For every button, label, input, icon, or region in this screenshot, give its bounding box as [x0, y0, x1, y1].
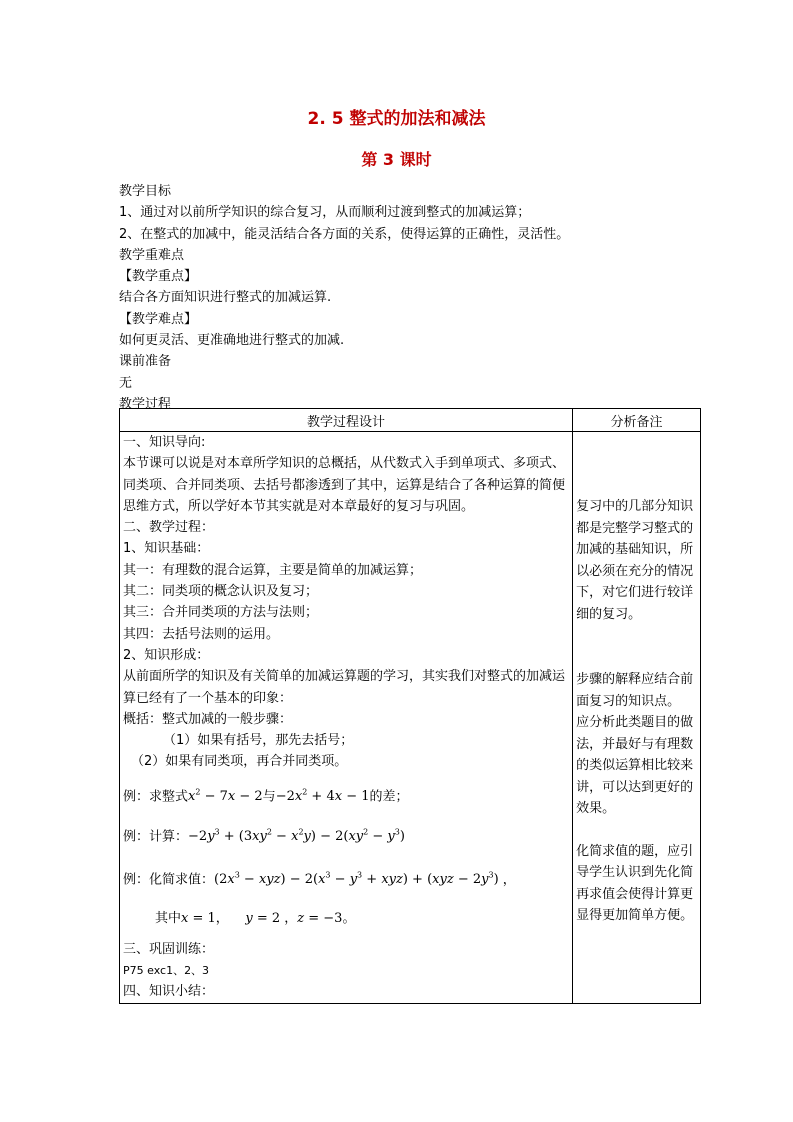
example-2-label: 例：计算：: [123, 829, 189, 845]
section-2-heading: 二、教学过程：: [123, 520, 215, 536]
example-2-expr: $-2y^3 + (3xy^2 - x^2y) - 2(xy^2 - y^3)$: [188, 827, 405, 845]
header-note: 分析备注: [573, 409, 701, 432]
example-3-expr: $(2x^3 - xyz) - 2(x^3 - y^3 + xyz) + (xyz - 2y^3)$: [214, 870, 499, 888]
formation-text: 从前面所学的知识及有关简单的加减运算题的学习，其实我们对整式的加减运算已经有了一个基本的印象：: [123, 669, 566, 706]
example-1-expr-a: $x^2 - 7x - 2$: [188, 787, 263, 805]
step-2: （2）如果有同类项，再合并同类项。: [131, 754, 348, 770]
process-design-cell: [120, 432, 573, 1004]
note-4: 化简求值的题，应引导学生认识到先化简再求值会使得计算更显得更加简单方便。: [576, 843, 694, 923]
section-2-2-heading: 2、知识形成：: [123, 647, 210, 663]
process-heading: 教学过程: [119, 396, 172, 412]
note-2: 步骤的解释应结合前面复习的知识点。: [576, 672, 694, 709]
document-title: 2. 5 整式的加法和减法: [307, 109, 486, 129]
base-item-2: 其二：同类项的概念认识及复习；: [123, 584, 319, 600]
hard-point-heading: 【教学难点】: [119, 311, 198, 327]
base-item-3: 其三：合并同类项的方法与法则；: [123, 605, 319, 621]
goal-item-2: 2、在整式的加减中，能灵活结合各方面的关系，使得运算的正确性，灵活性。: [119, 226, 570, 242]
teaching-process-table: [119, 408, 701, 1004]
analysis-notes-cell: [573, 432, 701, 1004]
example-1-expr-b: $-2x^2 + 4x - 1$: [275, 787, 370, 805]
example-1: [123, 773, 569, 813]
example-3-label: 例：化简求值：: [123, 872, 215, 888]
example-1-label: 例：求整式: [123, 789, 189, 805]
goal-item-1: 1、通过对以前所学知识的综合复习，从而顺利过渡到整式的加减运算；: [119, 205, 531, 221]
note-3: 应分析此类题目的做法，并最好与有理数的类似运算相比较来讲，可以达到更好的效果。: [576, 715, 694, 816]
section-1-text: 本节课可以说是对本章所学知识的总概括，从代数式入手到单项式、多项式、同类项、合并同类项、去括号都渗透到了其中，运算是结合了各种运算的简便思维方式，所以学好本节其实就是对本章最好的复习与巩固。: [123, 456, 566, 514]
section-3-title: 三、巩固训练：: [123, 941, 215, 957]
key-point-text: 结合各方面知识进行整式的加减运算.: [119, 290, 332, 306]
example-3-condition: 其中x = 1， y = 2 ，z = −3。: [155, 910, 356, 926]
section-3-exercise: P75 exc1、2、3: [123, 964, 210, 978]
base-item-1: 其一：有理数的混合运算，主要是简单的加减运算；: [123, 562, 423, 578]
summary-label: 概括：整式加减的一般步骤：: [123, 711, 293, 727]
step-1: （1）如果有括号，那先去括号；: [163, 733, 354, 749]
hard-point-text: 如何更灵活、更准确地进行整式的加减.: [119, 333, 345, 349]
note-1: 复习中的几部分知识都是完整学习整式的加减的基础知识，所以必须在充分的情况下，对它们进行较详细的复习。: [576, 499, 694, 622]
lesson-subtitle: 第 3 课时: [361, 150, 432, 169]
goal-heading: 教学目标: [119, 184, 172, 199]
table-header-row: [120, 409, 701, 432]
base-item-4: 其四：去括号法则的运用。: [123, 626, 280, 642]
section-1-heading: 一、知识导向:: [123, 435, 206, 450]
section-4-heading: 四、知识小结：: [123, 984, 215, 1000]
example-3-cond-expr: x = 1， y = 2 ，z = −3: [181, 910, 343, 926]
prep-heading: 课前准备: [119, 354, 172, 370]
intro-section: [119, 181, 709, 415]
prep-text: 无: [119, 375, 133, 391]
section-2-1-heading: 1、知识基础：: [123, 541, 210, 557]
difficulty-heading: 教学重难点: [119, 247, 185, 263]
example-1-mid: 与: [262, 789, 276, 805]
header-main: 教学过程设计: [120, 409, 573, 432]
key-point-heading: 【教学重点】: [119, 269, 198, 285]
example-3-cond-label: 其中: [155, 910, 182, 926]
example-1-end: 的差；: [369, 789, 409, 805]
example-2: [123, 813, 569, 853]
example-3: 例：化简求值：$(2x^3 - xyz) - 2(x^3 - y^3 + xyz) + (xyz - 2y^3)$ ，: [123, 870, 516, 888]
table-body-row: [120, 432, 701, 1004]
